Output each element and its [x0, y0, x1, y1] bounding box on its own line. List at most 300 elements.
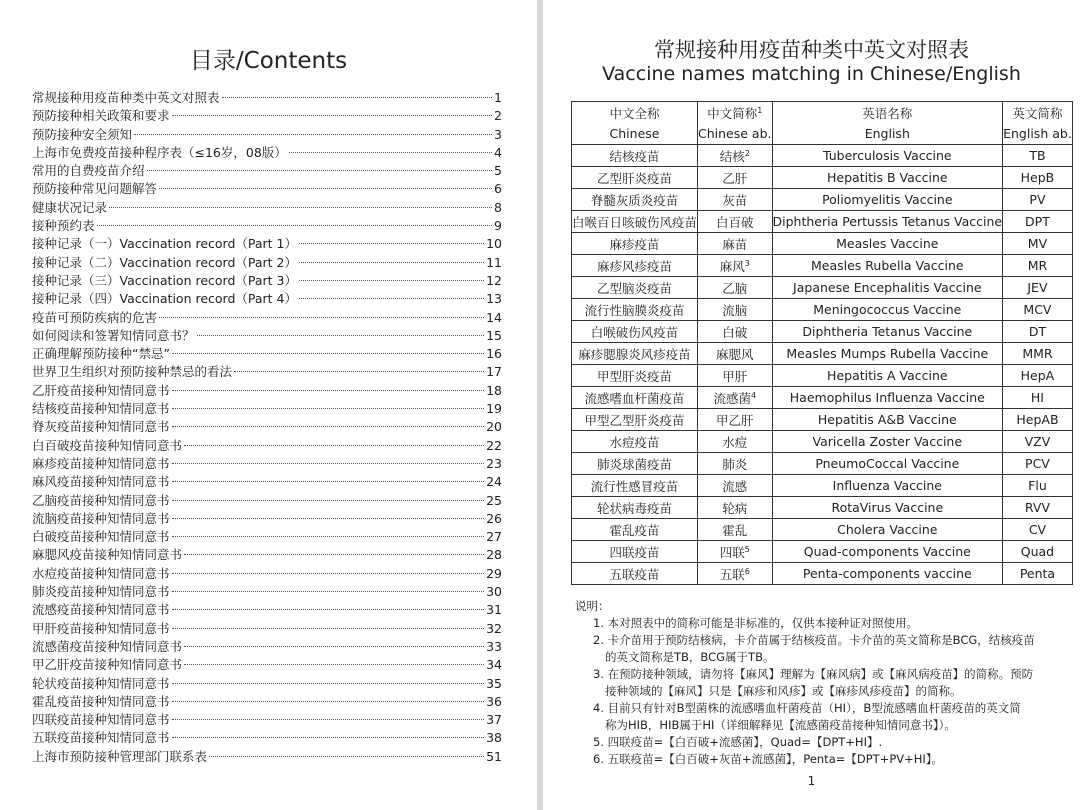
- note-item: [575, 666, 1045, 700]
- toc-entry-page: 35: [486, 675, 502, 691]
- toc-entry[interactable]: [32, 454, 502, 472]
- toc-entry-page: 27: [486, 529, 502, 545]
- table-row: [572, 321, 1073, 343]
- chinese-full-name: 流感嗜血杆菌疫苗: [572, 387, 698, 409]
- toc-entry-page: 32: [486, 620, 502, 636]
- chinese-full-name: 流行性脑膜炎疫苗: [572, 299, 698, 321]
- toc-entry-page: 26: [486, 510, 502, 526]
- toc-leader-dots: [299, 280, 484, 281]
- toc-entry[interactable]: [32, 747, 502, 765]
- toc-entry[interactable]: [32, 308, 502, 326]
- toc-entry-label: 霍乱疫苗接种知情同意书: [32, 693, 170, 709]
- toc-leader-dots: [172, 390, 485, 391]
- toc-entry-label: 五联疫苗接种知情同意书: [32, 730, 170, 746]
- english-name: Measles Mumps Rubella Vaccine: [772, 343, 1003, 365]
- abbreviation-text: 肺炎: [722, 456, 748, 472]
- toc-entry-page: 29: [486, 565, 502, 581]
- toc-entry[interactable]: [32, 289, 502, 307]
- toc-leader-dots: [147, 170, 493, 171]
- abbreviation-text: 麻风: [719, 258, 745, 274]
- toc-entry-label: 健康状况记录: [32, 199, 108, 215]
- contents-title: 目录/Contents: [189, 48, 348, 74]
- toc-leader-dots: [197, 335, 485, 336]
- note-text: 卡介苗用于预防结核病，卡介苗属于结核疫苗。卡介苗的英文简称是BCG，结核疫苗: [607, 633, 1035, 647]
- note-text: 在预防接种领域，请勿将【麻风】理解为【麻风病】或【麻风病疫苗】的简称。预防: [607, 667, 1034, 681]
- table-header-row-chinese: [572, 102, 1073, 124]
- note-item: [575, 632, 1045, 666]
- english-abbreviation: VZV: [1003, 431, 1073, 453]
- english-abbreviation: PV: [1003, 189, 1073, 211]
- toc-entry[interactable]: [32, 179, 502, 197]
- toc-entry-label: 预防接种常见问题解答: [32, 181, 158, 197]
- toc-entry[interactable]: [32, 417, 502, 435]
- toc-entry-page: 37: [486, 712, 502, 728]
- toc-entry-label: 结核疫苗接种知情同意书: [32, 401, 170, 417]
- chinese-abbreviation: [698, 431, 772, 453]
- english-name: Cholera Vaccine: [772, 519, 1003, 541]
- chinese-full-name: 乙型脑炎疫苗: [572, 277, 698, 299]
- chinese-full-name: 四联疫苗: [572, 541, 698, 563]
- note-number: 1.: [593, 616, 604, 630]
- english-name: Hepatitis A&B Vaccine: [772, 409, 1003, 431]
- english-abbreviation: DT: [1003, 321, 1073, 343]
- toc-entry-label: 乙肝疫苗接种知情同意书: [32, 382, 170, 398]
- toc-leader-dots: [222, 97, 493, 98]
- column-header-english: Chinese: [572, 123, 698, 145]
- toc-entry-page: 30: [486, 584, 502, 600]
- english-abbreviation: DPT: [1003, 211, 1073, 233]
- toc-entry-page: 13: [486, 291, 502, 307]
- footnote-ref: 1: [757, 105, 763, 115]
- english-abbreviation: HepAB: [1003, 409, 1073, 431]
- chinese-abbreviation: [698, 145, 772, 167]
- toc-leader-dots: [134, 134, 492, 135]
- column-header-english: English ab.: [1003, 123, 1073, 145]
- toc-entry-label: 白破疫苗接种知情同意书: [32, 529, 170, 545]
- footnote-ref: 4: [750, 390, 757, 400]
- note-number: 2.: [593, 633, 604, 647]
- english-abbreviation: JEV: [1003, 277, 1073, 299]
- toc-leader-dots: [172, 115, 493, 116]
- english-abbreviation: HepB: [1003, 167, 1073, 189]
- toc-entry-label: 水痘疫苗接种知情同意书: [32, 565, 170, 581]
- toc-entry-page: 23: [486, 455, 502, 471]
- toc-entry[interactable]: [32, 491, 502, 509]
- english-name: Measles Vaccine: [772, 233, 1003, 255]
- chinese-abbreviation: [698, 255, 772, 277]
- table-title-chinese: 常规接种用疫苗种类中英文对照表: [654, 38, 969, 62]
- toc-entry[interactable]: [32, 582, 502, 600]
- table-of-contents: [32, 88, 502, 765]
- toc-entry[interactable]: [32, 198, 502, 216]
- abbreviation-text: 麻腮风: [716, 346, 754, 362]
- abbreviation-text: 麻苗: [722, 236, 748, 252]
- toc-entry-page: 22: [486, 437, 502, 453]
- table-row: [572, 475, 1073, 497]
- note-number: 5.: [593, 735, 604, 749]
- toc-entry-page: 33: [486, 638, 502, 654]
- chinese-full-name: 水痘疫苗: [572, 431, 698, 453]
- note-number: 3.: [593, 667, 604, 681]
- english-name: Varicella Zoster Vaccine: [772, 431, 1003, 453]
- toc-entry-label: 如何阅读和签署知情同意书？: [32, 327, 195, 343]
- english-name: Diphtheria Pertussis Tetanus Vaccine: [772, 211, 1003, 233]
- toc-entry[interactable]: [32, 381, 502, 399]
- toc-entry-page: 2: [494, 108, 502, 124]
- toc-entry-label: 上海市免费疫苗接种程序表（≤16岁，08版）: [32, 144, 287, 160]
- chinese-full-name: 麻疹腮腺炎风疹疫苗: [572, 343, 698, 365]
- page-number: 1: [807, 774, 816, 788]
- toc-entry-page: 25: [486, 492, 502, 508]
- toc-leader-dots: [172, 719, 485, 720]
- abbreviation-text: 轮病: [722, 500, 748, 516]
- chinese-full-name: 甲型肝炎疫苗: [572, 365, 698, 387]
- toc-entry-page: 24: [486, 474, 502, 490]
- toc-entry-label: 疫苗可预防疾病的危害: [32, 309, 158, 325]
- column-header-chinese: [572, 102, 698, 124]
- english-abbreviation: TB: [1003, 145, 1073, 167]
- toc-leader-dots: [172, 609, 485, 610]
- toc-entry[interactable]: [32, 143, 502, 161]
- toc-entry-page: 1: [494, 90, 502, 105]
- toc-leader-dots: [172, 591, 485, 592]
- chinese-abbreviation: [698, 167, 772, 189]
- toc-entry[interactable]: [32, 674, 502, 692]
- english-abbreviation: HepA: [1003, 365, 1073, 387]
- table-row: [572, 365, 1073, 387]
- toc-entry[interactable]: [32, 436, 502, 454]
- toc-leader-dots: [299, 298, 484, 299]
- abbreviation-text: 灰苗: [722, 192, 748, 208]
- chinese-full-name: 麻疹风疹疫苗: [572, 255, 698, 277]
- header-text: 英文简称: [1012, 105, 1063, 121]
- toc-entry[interactable]: [32, 125, 502, 143]
- toc-entry[interactable]: [32, 472, 502, 490]
- footnote-ref: 2: [744, 148, 750, 158]
- abbreviation-text: 甲乙肝: [716, 412, 754, 428]
- toc-entry-page: 9: [494, 218, 502, 234]
- toc-entry-label: 接种记录（一）Vaccination record（Part 1）: [32, 236, 297, 252]
- english-abbreviation: MCV: [1003, 299, 1073, 321]
- chinese-abbreviation: [698, 321, 772, 343]
- chinese-abbreviation: [698, 453, 772, 475]
- toc-leader-dots: [172, 518, 485, 519]
- toc-leader-dots: [172, 481, 485, 482]
- toc-leader-dots: [109, 207, 492, 208]
- toc-entry[interactable]: [32, 619, 502, 637]
- toc-entry[interactable]: [32, 527, 502, 545]
- note-item: [575, 734, 1045, 751]
- toc-entry[interactable]: [32, 106, 502, 124]
- footnote-ref: 3: [744, 258, 750, 268]
- toc-entry[interactable]: [32, 710, 502, 728]
- english-name: Tuberculosis Vaccine: [772, 145, 1003, 167]
- toc-entry-page: 3: [494, 126, 502, 142]
- toc-entry[interactable]: [32, 399, 502, 417]
- toc-entry-label: 乙脑疫苗接种知情同意书: [32, 492, 170, 508]
- toc-leader-dots: [184, 646, 484, 647]
- toc-leader-dots: [172, 701, 485, 702]
- table-row: [572, 563, 1073, 585]
- english-name: Measles Rubella Vaccine: [772, 255, 1003, 277]
- right-page: [543, 0, 1080, 810]
- english-abbreviation: PCV: [1003, 453, 1073, 475]
- note-item: [575, 615, 1045, 632]
- chinese-full-name: 脊髓灰质炎疫苗: [572, 189, 698, 211]
- chinese-full-name: 白喉破伤风疫苗: [572, 321, 698, 343]
- chinese-full-name: 霍乱疫苗: [572, 519, 698, 541]
- toc-entry[interactable]: [32, 564, 502, 582]
- chinese-full-name: 轮状病毒疫苗: [572, 497, 698, 519]
- toc-entry-page: 34: [486, 657, 502, 673]
- abbreviation-text: 流感: [722, 478, 748, 494]
- table-row: [572, 387, 1073, 409]
- toc-entry-page: 10: [486, 236, 502, 252]
- chinese-abbreviation: [698, 409, 772, 431]
- note-number: 4.: [593, 701, 604, 715]
- toc-leader-dots: [172, 500, 485, 501]
- toc-entry[interactable]: [32, 692, 502, 710]
- toc-entry-label: 脊灰疫苗接种知情同意书: [32, 419, 170, 435]
- table-title-english: Vaccine names matching in Chinese/English: [602, 63, 1021, 85]
- header-text: 中文全称: [609, 105, 660, 121]
- note-text-continued: 的英文简称是TB，BCG属于TB。: [605, 650, 775, 664]
- toc-entry-label: 上海市预防接种管理部门联系表: [32, 748, 208, 764]
- english-abbreviation: RVV: [1003, 497, 1073, 519]
- toc-leader-dots: [172, 573, 485, 574]
- footnote-ref: 6: [744, 566, 750, 576]
- chinese-full-name: 结核疫苗: [572, 145, 698, 167]
- toc-entry-label: 预防接种安全须知: [32, 126, 133, 142]
- header-text: 中文简称: [707, 105, 758, 121]
- toc-entry-label: 正确理解预防接种“禁忌”: [32, 346, 170, 362]
- english-abbreviation: HI: [1003, 387, 1073, 409]
- english-name: Quad-components Vaccine: [772, 541, 1003, 563]
- toc-leader-dots: [184, 554, 484, 555]
- chinese-abbreviation: [698, 475, 772, 497]
- toc-entry-label: 流感疫苗接种知情同意书: [32, 602, 170, 618]
- toc-entry-label: 接种记录（二）Vaccination record（Part 2）: [32, 254, 297, 270]
- chinese-full-name: 肺炎球菌疫苗: [572, 453, 698, 475]
- chinese-abbreviation: [698, 519, 772, 541]
- english-name: Hepatitis B Vaccine: [772, 167, 1003, 189]
- toc-entry-page: 5: [494, 163, 502, 179]
- toc-leader-dots: [159, 188, 492, 189]
- toc-entry[interactable]: [32, 326, 502, 344]
- column-header-chinese: [772, 102, 1003, 124]
- table-row: [572, 233, 1073, 255]
- toc-entry-page: 51: [486, 748, 502, 764]
- toc-entry-page: 16: [486, 346, 502, 362]
- toc-leader-dots: [172, 463, 485, 464]
- toc-leader-dots: [172, 628, 485, 629]
- toc-leader-dots: [97, 225, 493, 226]
- table-row: [572, 453, 1073, 475]
- chinese-full-name: 乙型肝炎疫苗: [572, 167, 698, 189]
- abbreviation-text: 乙脑: [722, 280, 748, 296]
- toc-entry-label: 接种预约表: [32, 218, 95, 234]
- toc-entry-label: 肺炎疫苗接种知情同意书: [32, 584, 170, 600]
- footnote-ref: 5: [744, 544, 750, 554]
- chinese-abbreviation: [698, 211, 772, 233]
- note-text-continued: 称为HIB，HIB属于HI（详细解释见【流感菌疫苗接种知情同意书】）。: [605, 718, 956, 732]
- toc-leader-dots: [172, 536, 485, 537]
- abbreviation-text: 结核: [719, 148, 745, 164]
- toc-leader-dots: [159, 317, 484, 318]
- toc-entry-label: 流感菌疫苗接种知情同意书: [32, 638, 183, 654]
- toc-entry-label: 流脑疫苗接种知情同意书: [32, 510, 170, 526]
- chinese-abbreviation: [698, 189, 772, 211]
- table-row: [572, 409, 1073, 431]
- column-header-chinese: [1003, 102, 1073, 124]
- column-header-english: English: [772, 123, 1003, 145]
- toc-entry-page: 11: [486, 254, 502, 270]
- chinese-full-name: 麻疹疫苗: [572, 233, 698, 255]
- note-number: 6.: [593, 752, 604, 766]
- toc-leader-dots: [172, 683, 485, 684]
- abbreviation-text: 四联: [719, 544, 745, 560]
- toc-entry-label: 常用的自费疫苗介绍: [32, 163, 145, 179]
- toc-entry[interactable]: [32, 216, 502, 234]
- toc-entry[interactable]: [32, 88, 502, 106]
- english-name: PneumoCoccal Vaccine: [772, 453, 1003, 475]
- abbreviation-text: 白破: [722, 324, 748, 340]
- english-name: Diphtheria Tetanus Vaccine: [772, 321, 1003, 343]
- english-abbreviation: Penta: [1003, 563, 1073, 585]
- abbreviation-text: 白百破: [716, 214, 754, 230]
- toc-leader-dots: [289, 152, 492, 153]
- toc-entry-label: 麻疹疫苗接种知情同意书: [32, 455, 170, 471]
- table-row: [572, 431, 1073, 453]
- column-header-english: Chinese ab.: [698, 123, 772, 145]
- toc-entry-page: 19: [486, 401, 502, 417]
- toc-entry-page: 28: [486, 547, 502, 563]
- table-row: [572, 145, 1073, 167]
- english-name: Haemophilus Influenza Vaccine: [772, 387, 1003, 409]
- table-row: [572, 167, 1073, 189]
- toc-entry-page: 38: [486, 730, 502, 746]
- english-abbreviation: MR: [1003, 255, 1073, 277]
- toc-entry[interactable]: [32, 344, 502, 362]
- toc-leader-dots: [172, 426, 485, 427]
- toc-leader-dots: [172, 353, 484, 354]
- toc-entry-page: 6: [494, 181, 502, 197]
- note-item: [575, 700, 1045, 734]
- toc-entry-label: 常规接种用疫苗种类中英文对照表: [32, 90, 220, 105]
- table-row: [572, 189, 1073, 211]
- toc-entry-page: 8: [494, 199, 502, 215]
- english-name: Penta-components vaccine: [772, 563, 1003, 585]
- header-text: 英语名称: [862, 105, 913, 121]
- toc-entry[interactable]: [32, 600, 502, 618]
- table-row: [572, 541, 1073, 563]
- toc-leader-dots: [234, 371, 484, 372]
- notes: [575, 598, 1045, 768]
- toc-entry[interactable]: [32, 234, 502, 252]
- english-name: Japanese Encephalitis Vaccine: [772, 277, 1003, 299]
- toc-entry-label: 四联疫苗接种知情同意书: [32, 712, 170, 728]
- chinese-abbreviation: [698, 277, 772, 299]
- chinese-full-name: 五联疫苗: [572, 563, 698, 585]
- toc-entry-label: 世界卫生组织对预防接种禁忌的看法: [32, 364, 233, 380]
- toc-entry-page: 20: [486, 419, 502, 435]
- chinese-abbreviation: [698, 233, 772, 255]
- toc-entry[interactable]: [32, 509, 502, 527]
- table-row: [572, 255, 1073, 277]
- note-text: 四联疫苗=【白百破+流感菌】，Quad=【DPT+HI】.: [607, 735, 883, 749]
- toc-entry[interactable]: [32, 253, 502, 271]
- table-row: [572, 299, 1073, 321]
- english-abbreviation: CV: [1003, 519, 1073, 541]
- toc-entry[interactable]: [32, 545, 502, 563]
- chinese-abbreviation: [698, 299, 772, 321]
- chinese-abbreviation: [698, 343, 772, 365]
- toc-entry-page: 18: [486, 382, 502, 398]
- toc-leader-dots: [209, 756, 484, 757]
- toc-entry-label: 麻腮风疫苗接种知情同意书: [32, 547, 183, 563]
- toc-entry[interactable]: [32, 637, 502, 655]
- note-text: 目前只有针对B型菌株的流感嗜血杆菌疫苗（HI），B型流感嗜血杆菌疫苗的英文简: [607, 701, 1021, 715]
- abbreviation-text: 霍乱: [722, 522, 748, 538]
- table-row: [572, 277, 1073, 299]
- toc-entry-page: 12: [486, 272, 502, 288]
- toc-entry[interactable]: [32, 655, 502, 673]
- toc-leader-dots: [172, 737, 485, 738]
- column-header-chinese: [698, 102, 772, 124]
- toc-entry-label: 接种记录（三）Vaccination record（Part 3）: [32, 272, 297, 288]
- toc-entry-label: 甲乙肝疫苗接种知情同意书: [32, 657, 183, 673]
- english-name: Influenza Vaccine: [772, 475, 1003, 497]
- english-abbreviation: MV: [1003, 233, 1073, 255]
- toc-leader-dots: [184, 445, 484, 446]
- table-row: [572, 497, 1073, 519]
- toc-leader-dots: [299, 262, 484, 263]
- toc-entry-page: 15: [486, 327, 502, 343]
- chinese-abbreviation: [698, 365, 772, 387]
- toc-entry-label: 轮状疫苗接种知情同意书: [32, 675, 170, 691]
- toc-leader-dots: [172, 408, 485, 409]
- english-name: Meningococcus Vaccine: [772, 299, 1003, 321]
- toc-entry[interactable]: [32, 728, 502, 746]
- note-text: 五联疫苗=【白百破+灰苗+流感菌】，Penta=【DPT+PV+HI】。: [607, 752, 944, 766]
- chinese-abbreviation: [698, 541, 772, 563]
- toc-entry[interactable]: [32, 271, 502, 289]
- abbreviation-text: 乙肝: [722, 170, 748, 186]
- toc-entry-label: 预防接种相关政策和要求: [32, 108, 170, 124]
- toc-entry[interactable]: [32, 161, 502, 179]
- toc-entry-page: 36: [486, 693, 502, 709]
- left-page: [0, 0, 537, 810]
- chinese-abbreviation: [698, 497, 772, 519]
- chinese-full-name: 甲型乙型肝炎疫苗: [572, 409, 698, 431]
- note-text-continued: 接种领域的【麻风】只是【麻疹和风疹】或【麻疹风疹疫苗】的简称。: [605, 684, 962, 698]
- abbreviation-text: 甲肝: [722, 368, 748, 384]
- chinese-full-name: 流行性感冒疫苗: [572, 475, 698, 497]
- english-name: Hepatitis A Vaccine: [772, 365, 1003, 387]
- english-name: Poliomyelitis Vaccine: [772, 189, 1003, 211]
- table-header-row-english: [572, 123, 1073, 145]
- english-abbreviation: Quad: [1003, 541, 1073, 563]
- toc-entry-label: 白百破疫苗接种知情同意书: [32, 437, 183, 453]
- toc-entry-page: 17: [486, 364, 502, 380]
- english-abbreviation: MMR: [1003, 343, 1073, 365]
- vaccine-names-table: [571, 101, 1073, 585]
- note-text: 本对照表中的简称可能是非标准的，仅供本接种证对照使用。: [607, 616, 919, 630]
- table-row: [572, 343, 1073, 365]
- abbreviation-text: 流感菌: [713, 390, 751, 406]
- abbreviation-text: 五联: [719, 566, 745, 582]
- toc-entry[interactable]: [32, 362, 502, 380]
